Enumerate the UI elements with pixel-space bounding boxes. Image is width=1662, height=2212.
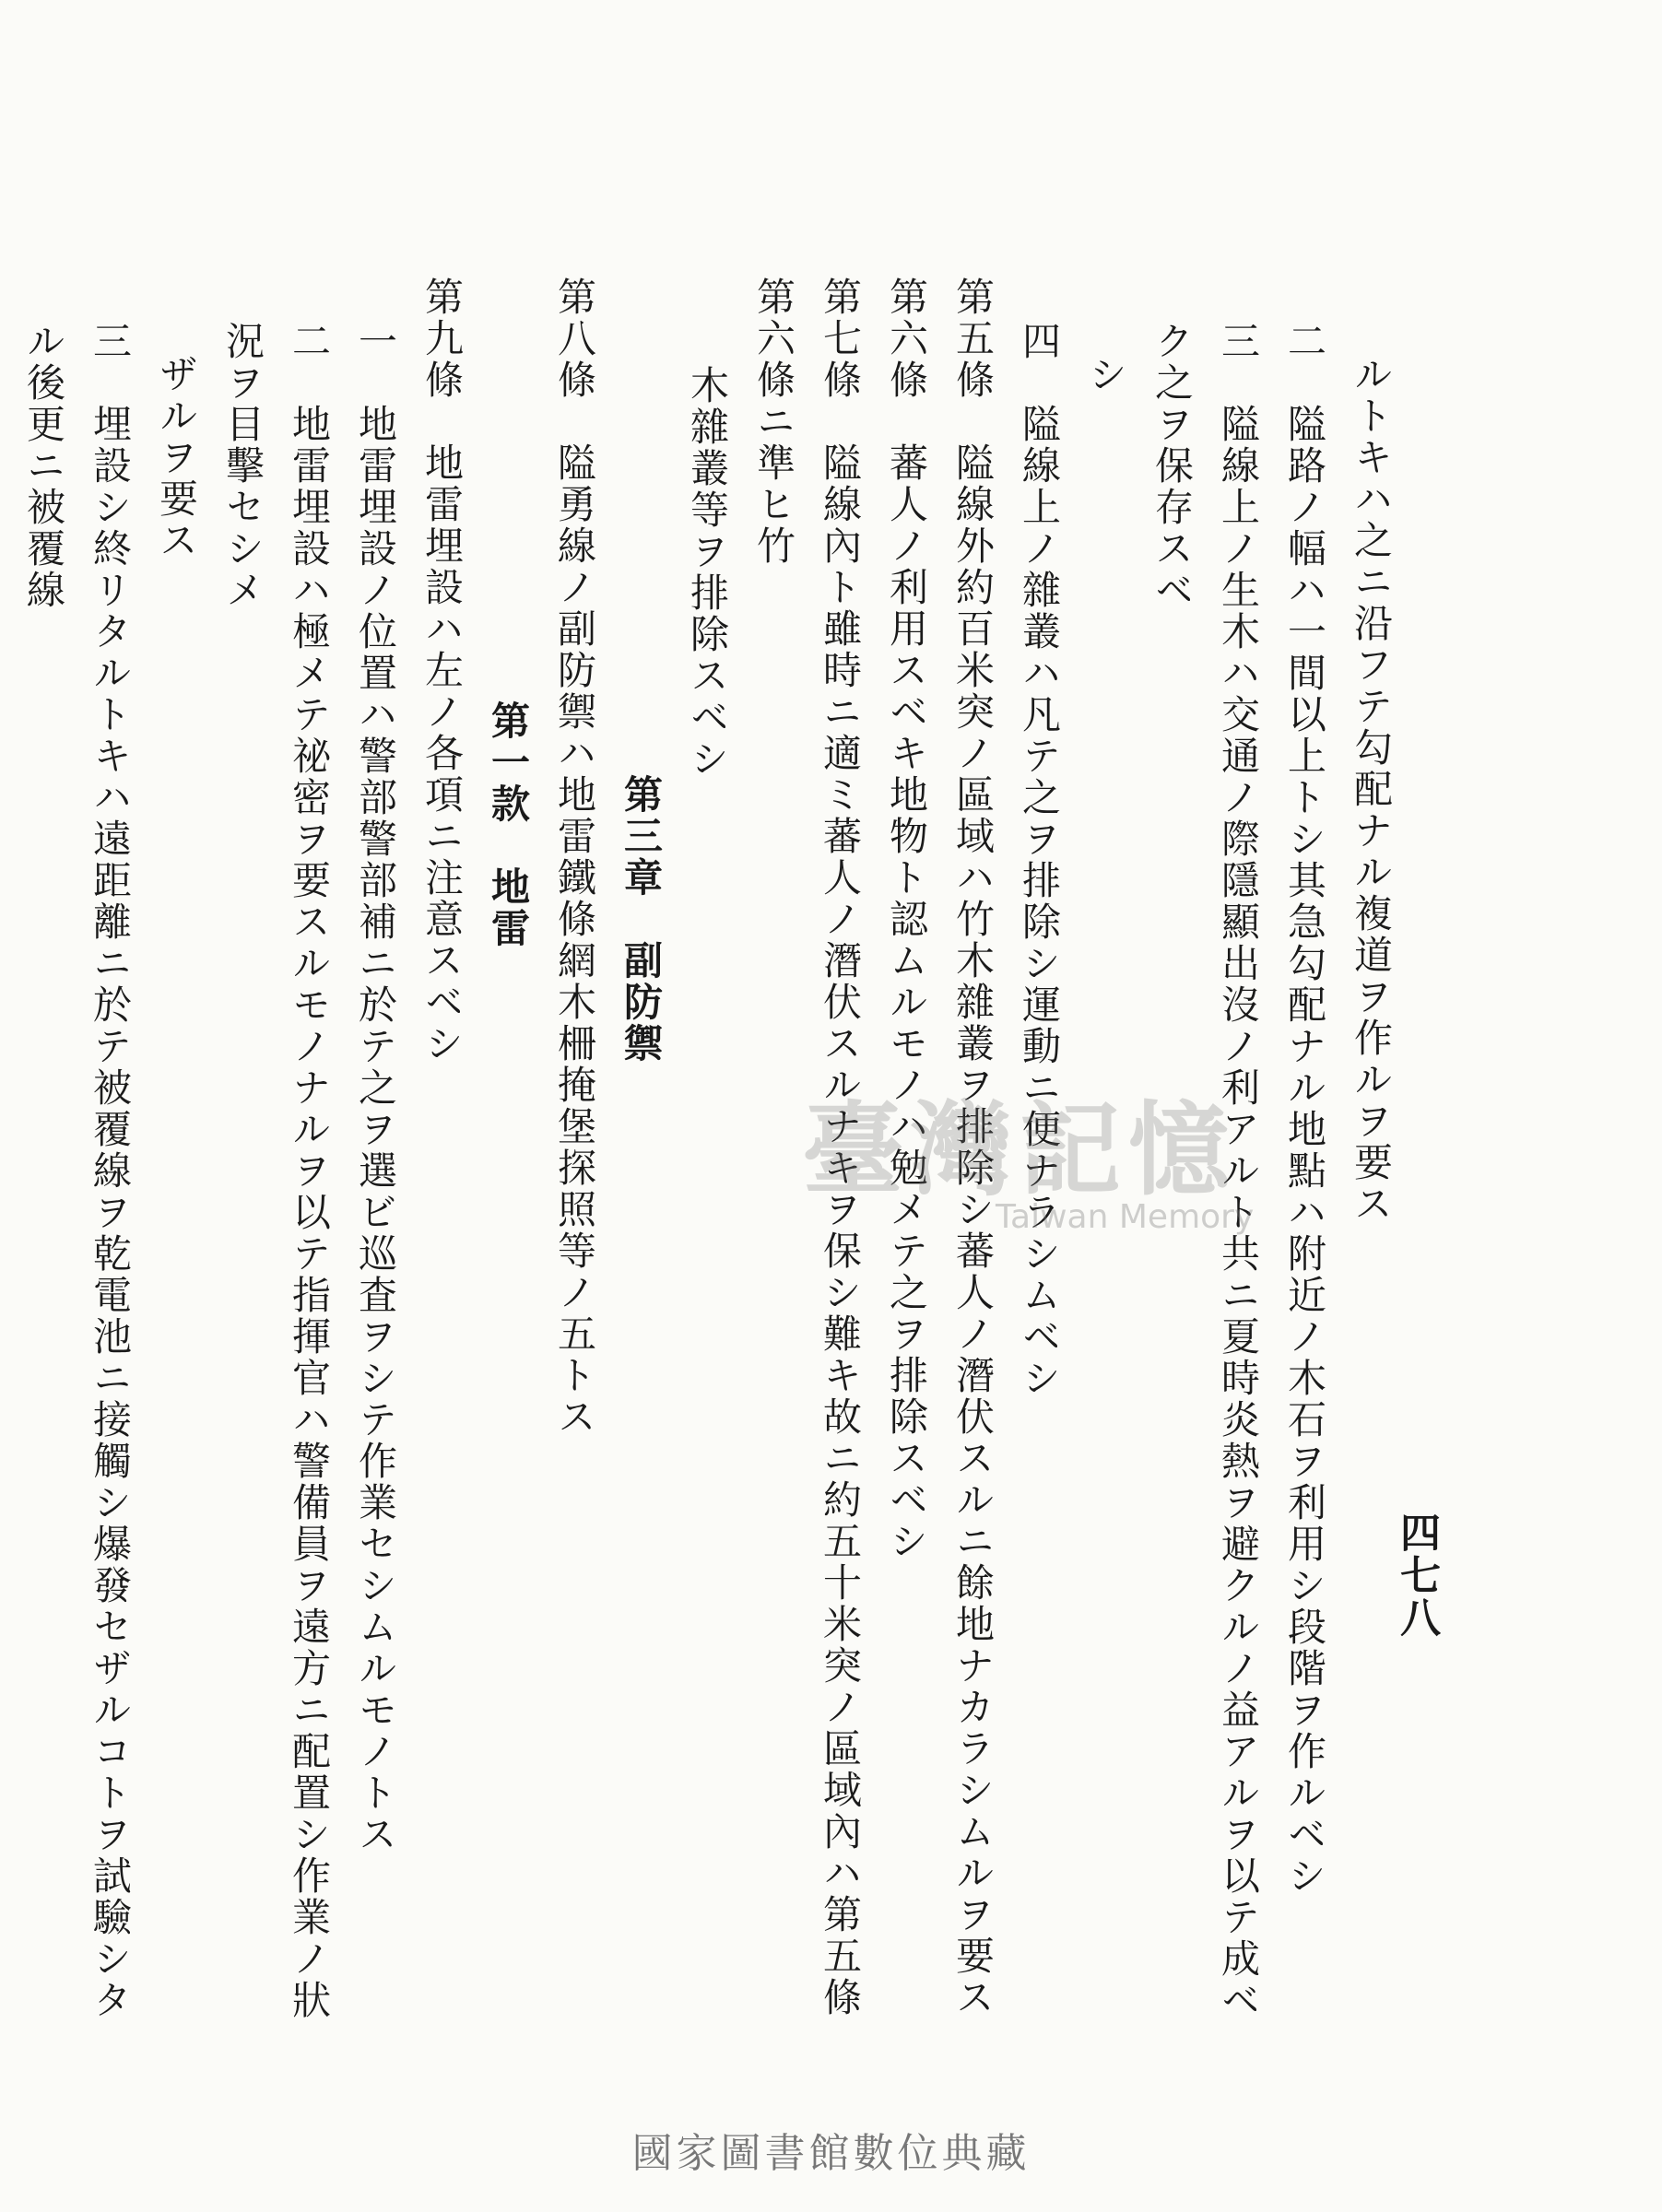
text-line: 木雜叢等ヲ排除スベシ bbox=[685, 365, 730, 780]
text-line: 三 隘線上ノ生木ハ交通ノ際隱顯出沒ノ利アルト共ニ夏時炎熱ヲ避クルノ益アルヲ以テ成ベク之ヲ保存スベ bbox=[1149, 321, 1261, 2021]
text-line: 第八條 隘勇線ノ副防禦ハ地雷鐵條網木柵掩堡探照等ノ五トス bbox=[552, 276, 597, 1438]
text-line: ザルヲ要ス bbox=[154, 354, 199, 561]
text-line: 一 地雷埋設ノ位置ハ警部警部補ニ於テ之ヲ選ビ巡査ヲシテ作業セシムルモノトス bbox=[353, 321, 398, 1855]
watermark-logo bbox=[802, 1069, 1237, 1215]
text-line: 二 地雷埋設ハ極メテ祕密ヲ要スルモノナルヲ以テ指揮官ハ警備員ヲ遠方ニ配置シ作業ノ狀況ヲ目擊セシメ bbox=[220, 321, 332, 2021]
text-line: 第九條 地雷埋設ハ左ノ各項ニ注意スベシ bbox=[419, 276, 465, 1065]
text-line bbox=[0, 276, 10, 2028]
page-number: 四七八 bbox=[1393, 1512, 1440, 1639]
text-line: 第三章 副防禦 bbox=[619, 774, 664, 1065]
text-line: 第六條 蕃人ノ利用スベキ地物ト認ムルモノハ勉メテ之ヲ排除スベシ bbox=[884, 276, 929, 1562]
watermark-text: 臺灣記憶 bbox=[802, 1090, 1237, 1209]
text-line: ルトキハ之ニ沿フテ勾配ナル複道ヲ作ルヲ要ス bbox=[1349, 354, 1394, 1225]
text-line: 第五條 隘線外約百米突ノ區域ハ竹木雜叢ヲ排除シ蕃人ノ潛伏スルニ餘地ナカラシムルヲ要ス bbox=[950, 276, 996, 2018]
footer-credit: 國家圖書館數位典藏 bbox=[631, 2130, 1031, 2177]
text-line: シ bbox=[1083, 354, 1128, 395]
text-line: 二 隘路ノ幅ハ一間以上トシ其急勾配ナル地點ハ附近ノ木石ヲ利用シ段階ヲ作ルベシ bbox=[1282, 321, 1327, 1897]
watermark-subtitle: Taiwan Memory bbox=[996, 1198, 1255, 1236]
text-line: 三 埋設シ終リタルトキハ遠距離ニ於テ被覆線ヲ乾電池ニ接觸シ爆發セザルコトヲ試驗シタル後更ニ被覆線 bbox=[21, 321, 133, 2021]
text-line: 第七條 隘線內ト雖時ニ適ミ蕃人ノ潛伏スルナキヲ保シ難キ故ニ約五十米突ノ區域內ハ第五條第六條ニ準ヒ竹 bbox=[751, 276, 863, 2018]
text-line: 四 隘線上ノ雜叢ハ凡テ之ヲ排除シ運動ニ便ナラシムベシ bbox=[1017, 321, 1062, 1399]
text-line: 第一款 地雷 bbox=[486, 700, 531, 949]
